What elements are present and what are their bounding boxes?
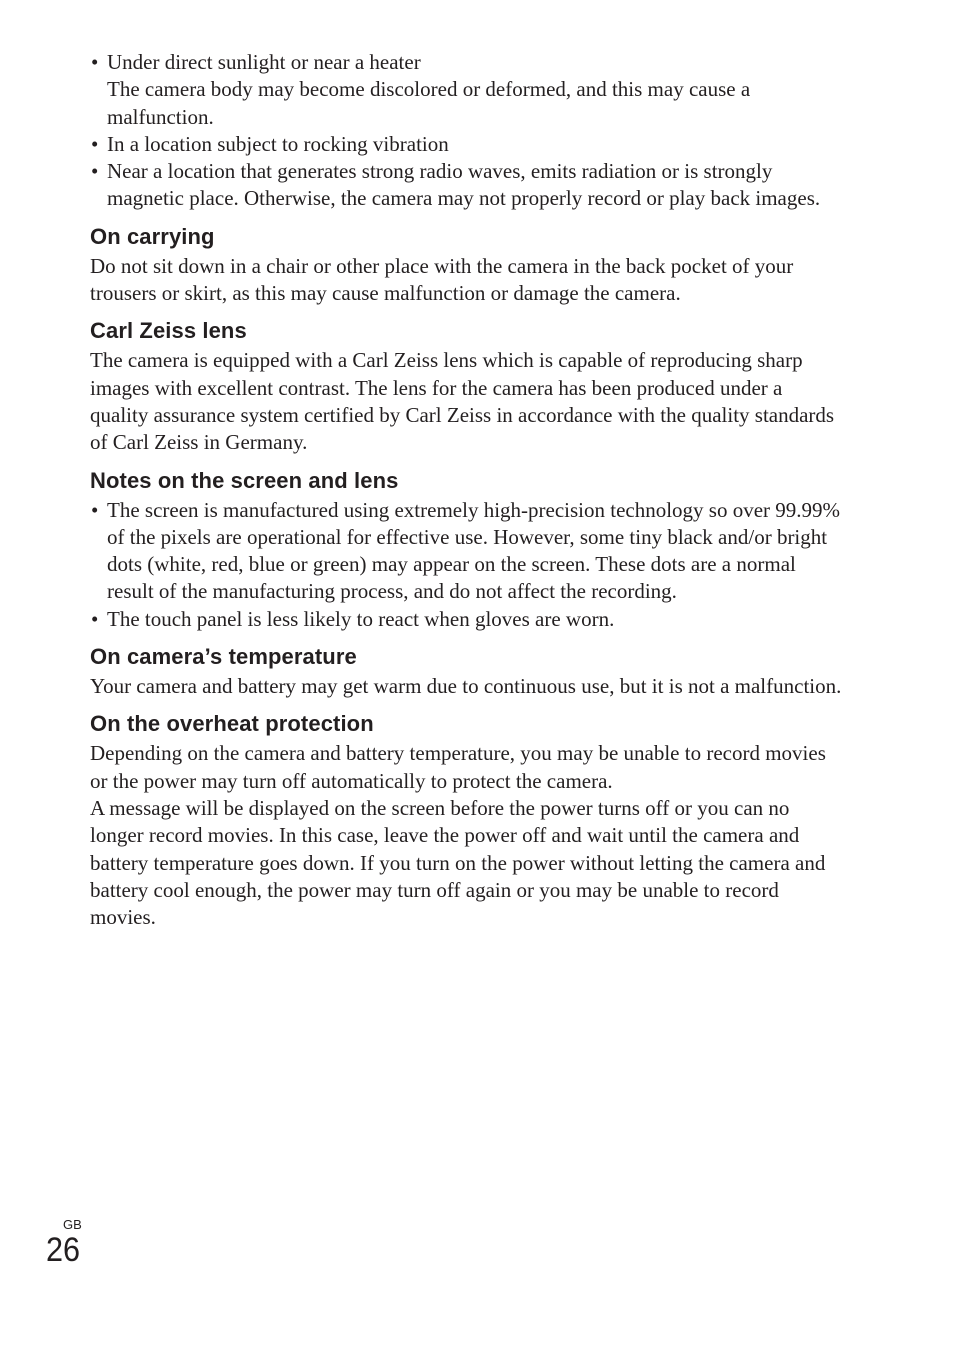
list-item: [90, 158, 842, 213]
section-body: The camera is equipped with a Carl Zeiss lens which is capable of reproducing sharp images with excellent contrast. The lens for the camera has been produced under a quality assurance system certified by Carl Zeiss in accordance with the quality standards of Carl Zeiss in Germany.: [90, 348, 835, 455]
section-body: A message will be displayed on the screen before the power turns off or you can no longer record movies. In this case, leave the power off and wait until the camera and battery temperature goes down. If you turn on the power without letting the camera and battery cool enough, the power may turn off again or you may be unable to record movies.: [90, 795, 826, 930]
list-item: [90, 49, 842, 131]
section-body: Do not sit down in a chair or other place with the camera in the back pocket of your trousers or skirt, as this may cause malfunction or damage the camera.: [90, 253, 794, 306]
section-temperature: [90, 643, 842, 700]
section-heading: Notes on the screen and lens: [90, 467, 399, 493]
list-item: [90, 131, 842, 158]
screen-bullet-list: [90, 497, 842, 633]
bullet-subtext: The camera body may become discolored or deformed, and this may cause a malfunction.: [107, 77, 751, 129]
section-body: Your camera and battery may get warm due to continuous use, but it is not a malfunction.: [90, 674, 842, 699]
section-heading: On carrying: [90, 223, 215, 249]
bullet-text: In a location subject to rocking vibration: [107, 131, 449, 156]
section-heading: On camera’s temperature: [90, 644, 357, 670]
section-carrying: [90, 223, 842, 308]
bullet-text: Near a location that generates strong radio waves, emits radiation or is strongly magnetic place. Otherwise, the camera may not properly record or play back images.: [107, 159, 821, 211]
region-code: GB: [63, 1217, 82, 1232]
list-item: • The screen is manufactured using extremely high-precision technology so over 99.99% of the pixels are operational for effective use. However, some tiny black and/or bright dots (white, red, blue or green) may appear on the screen. These dots are a normal result of the manufacturing process, and do not affect the recording.: [90, 497, 842, 606]
page-number: 26: [46, 1231, 81, 1269]
section-body: Depending on the camera and battery temperature, you may be unable to record movies or the power may turn off automatically to protect the camera.: [90, 741, 826, 793]
section-heading: Carl Zeiss lens: [90, 318, 247, 344]
bullet-text: Under direct sunlight or near a heater: [107, 50, 421, 74]
page-footer: [46, 1218, 84, 1268]
section-lens: [90, 317, 842, 456]
page-content: [90, 49, 842, 931]
intro-bullet-list: [90, 49, 842, 213]
list-item: • The touch panel is less likely to react when gloves are worn.: [90, 606, 842, 633]
section-screen: [90, 467, 842, 633]
section-overheat: [90, 710, 842, 931]
section-heading: On the overheat protection: [90, 711, 374, 737]
